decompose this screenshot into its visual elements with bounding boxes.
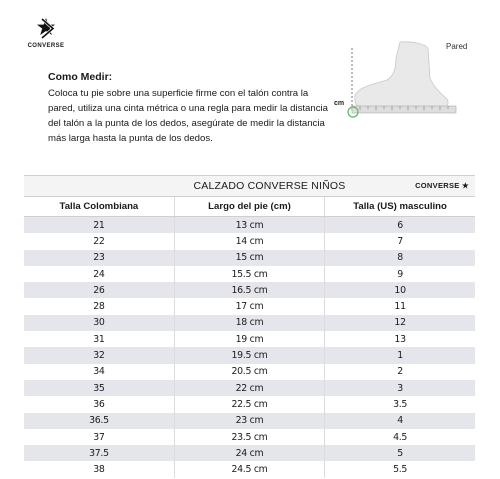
cell-talla-colombiana: 28 — [24, 298, 174, 314]
cell-talla-colombiana: 37 — [24, 429, 174, 445]
instructions-body: Coloca tu pie sobre una superficie firme con el talón contra la pared, utiliza una cinta métrica o una regla para medir la distancia del talón a la punta de los dedos, asegúrate de medir la distancia más larga hasta la punta de los dedos. — [48, 88, 328, 144]
foot-icon — [355, 42, 448, 108]
cell-talla-colombiana: 35 — [24, 380, 174, 396]
header-talla-colombiana: Talla Colombiana — [24, 197, 174, 217]
cell-talla-us: 4 — [325, 413, 475, 429]
cell-largo-pie: 17 cm — [174, 298, 324, 314]
table-row — [24, 233, 475, 249]
cell-talla-colombiana: 30 — [24, 315, 174, 331]
foot-measure-illustration — [330, 38, 460, 124]
converse-star-chevron-icon — [33, 17, 59, 41]
table-row — [24, 396, 475, 412]
cell-talla-us: 1 — [325, 347, 475, 363]
cell-talla-us: 8 — [325, 250, 475, 266]
wall-label: Pared — [446, 42, 468, 51]
cell-talla-us: 11 — [325, 298, 475, 314]
cell-talla-us: 6 — [325, 217, 475, 234]
cell-largo-pie: 15 cm — [174, 250, 324, 266]
cell-talla-colombiana: 23 — [24, 250, 174, 266]
table-row — [24, 217, 475, 234]
table-row — [24, 250, 475, 266]
cell-talla-us: 5 — [325, 445, 475, 461]
ruler-icon — [352, 106, 456, 113]
cell-talla-colombiana: 31 — [24, 331, 174, 347]
cell-largo-pie: 18 cm — [174, 315, 324, 331]
cell-largo-pie: 23 cm — [174, 413, 324, 429]
cell-talla-colombiana: 21 — [24, 217, 174, 234]
cell-talla-us: 12 — [325, 315, 475, 331]
table-row — [24, 347, 475, 363]
table-row — [24, 445, 475, 461]
cell-talla-us: 2 — [325, 364, 475, 380]
cell-largo-pie: 24 cm — [174, 445, 324, 461]
cell-talla-us: 13 — [325, 331, 475, 347]
size-chart-table — [24, 175, 475, 478]
table-row — [24, 298, 475, 314]
table-title-row — [24, 176, 475, 197]
cell-talla-us: 9 — [325, 266, 475, 282]
cell-largo-pie: 23.5 cm — [174, 429, 324, 445]
cell-talla-colombiana: 36 — [24, 396, 174, 412]
cell-talla-us: 5.5 — [325, 461, 475, 477]
cell-largo-pie: 15.5 cm — [174, 266, 324, 282]
cell-talla-colombiana: 22 — [24, 233, 174, 249]
cell-talla-us: 3 — [325, 380, 475, 396]
cell-talla-colombiana: 38 — [24, 461, 174, 477]
header-largo-pie: Largo del pie (cm) — [174, 197, 324, 217]
table-row — [24, 331, 475, 347]
table-row — [24, 266, 475, 282]
cell-largo-pie: 16.5 cm — [174, 282, 324, 298]
cell-largo-pie: 13 cm — [174, 217, 324, 234]
converse-logo — [24, 17, 68, 49]
cell-largo-pie: 24.5 cm — [174, 461, 324, 477]
cell-largo-pie: 22 cm — [174, 380, 324, 396]
star-arrow-icon: ★ — [461, 181, 469, 190]
cell-largo-pie: 19 cm — [174, 331, 324, 347]
cell-talla-colombiana: 26 — [24, 282, 174, 298]
table-row — [24, 282, 475, 298]
cell-talla-colombiana: 34 — [24, 364, 174, 380]
unit-label: cm — [334, 100, 345, 107]
table-title: CALZADO CONVERSE NIÑOS — [193, 180, 346, 192]
cell-talla-colombiana: 36.5 — [24, 413, 174, 429]
table-brand-label: CONVERSE ★ — [415, 181, 469, 190]
table-row — [24, 315, 475, 331]
cell-talla-us: 4.5 — [325, 429, 475, 445]
cell-largo-pie: 19.5 cm — [174, 347, 324, 363]
table-header-row — [24, 197, 475, 217]
table-row — [24, 364, 475, 380]
table-row — [24, 413, 475, 429]
header-talla-us: Talla (US) masculino — [325, 197, 475, 217]
instructions-title: Como Medir: — [48, 71, 113, 83]
table-row — [24, 429, 475, 445]
cell-talla-colombiana: 37.5 — [24, 445, 174, 461]
cell-largo-pie: 14 cm — [174, 233, 324, 249]
table-row — [24, 461, 475, 477]
cell-talla-colombiana: 24 — [24, 266, 174, 282]
cell-talla-us: 3.5 — [325, 396, 475, 412]
cell-talla-us: 7 — [325, 233, 475, 249]
logo-wordmark: CONVERSE — [27, 43, 65, 49]
cell-talla-colombiana: 32 — [24, 347, 174, 363]
cell-largo-pie: 22.5 cm — [174, 396, 324, 412]
cell-talla-us: 10 — [325, 282, 475, 298]
table-row — [24, 380, 475, 396]
cell-largo-pie: 20.5 cm — [174, 364, 324, 380]
